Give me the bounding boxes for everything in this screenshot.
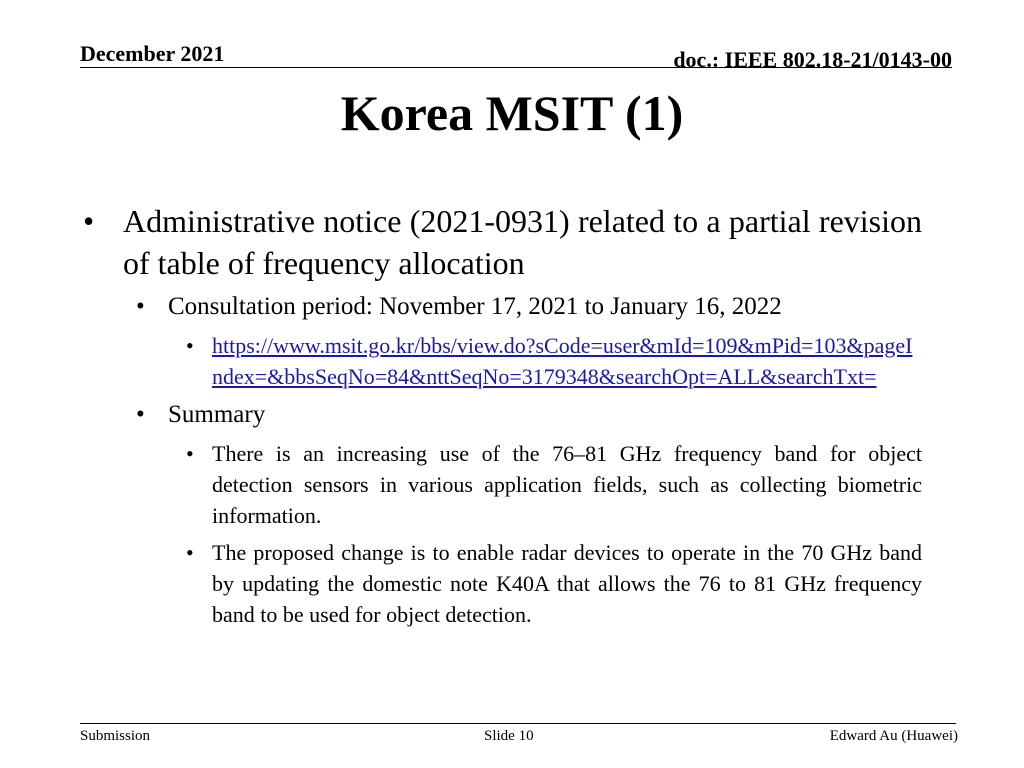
footer-submission: Submission: [80, 728, 151, 744]
bullet-text: Administrative notice (2021-0931) related to a partial revision of table of frequency allocation: [123, 203, 922, 281]
bullet-proposed-change: [80, 537, 922, 630]
header-date: December 2021: [80, 41, 225, 66]
header-doc-id: doc.: IEEE 802.18-21/0143-00: [673, 47, 952, 72]
bullet-summary: [80, 398, 922, 432]
bullet-msit-link: [80, 330, 922, 392]
bullet-icon: •: [186, 441, 194, 466]
bullet-icon: •: [186, 540, 194, 565]
slide-title: Korea MSIT (1): [340, 85, 684, 141]
bullet-icon: •: [136, 401, 145, 428]
bullet-consultation-period: [80, 290, 922, 324]
header-divider: [80, 67, 952, 68]
msit-notice-link[interactable]: https://www.msit.go.kr/bbs/view.do?sCode=user&mId=109&mPid=103&pageIndex=&bbsSeqNo=84&nttSeqNo=3179348&searchOpt=ALL&searchTxt=: [212, 333, 913, 389]
bullet-text: The proposed change is to enable radar devices to operate in the 70 GHz band by updating the domestic note K40A that allows the 76 to 81 GHz frequency band to be used for object detection.: [212, 540, 922, 627]
slide-body: [80, 200, 922, 630]
bullet-text: Consultation period: November 17, 2021 to January 16, 2022: [168, 293, 782, 320]
footer-author: Edward Au (Huawei): [829, 728, 958, 744]
bullet-text: There is an increasing use of the 76–81 GHz frequency band for object detection sensors in various application fields, such as collecting biometric information.: [212, 441, 922, 528]
bullet-administrative-notice: [80, 200, 922, 284]
bullet-text: Summary: [168, 401, 266, 428]
footer-divider: [80, 723, 956, 724]
bullet-increasing-use: [80, 438, 922, 531]
bullet-icon: •: [136, 293, 145, 320]
footer-slide-number: Slide 10: [484, 728, 534, 744]
bullet-icon: •: [83, 203, 95, 239]
bullet-icon: •: [186, 333, 194, 358]
